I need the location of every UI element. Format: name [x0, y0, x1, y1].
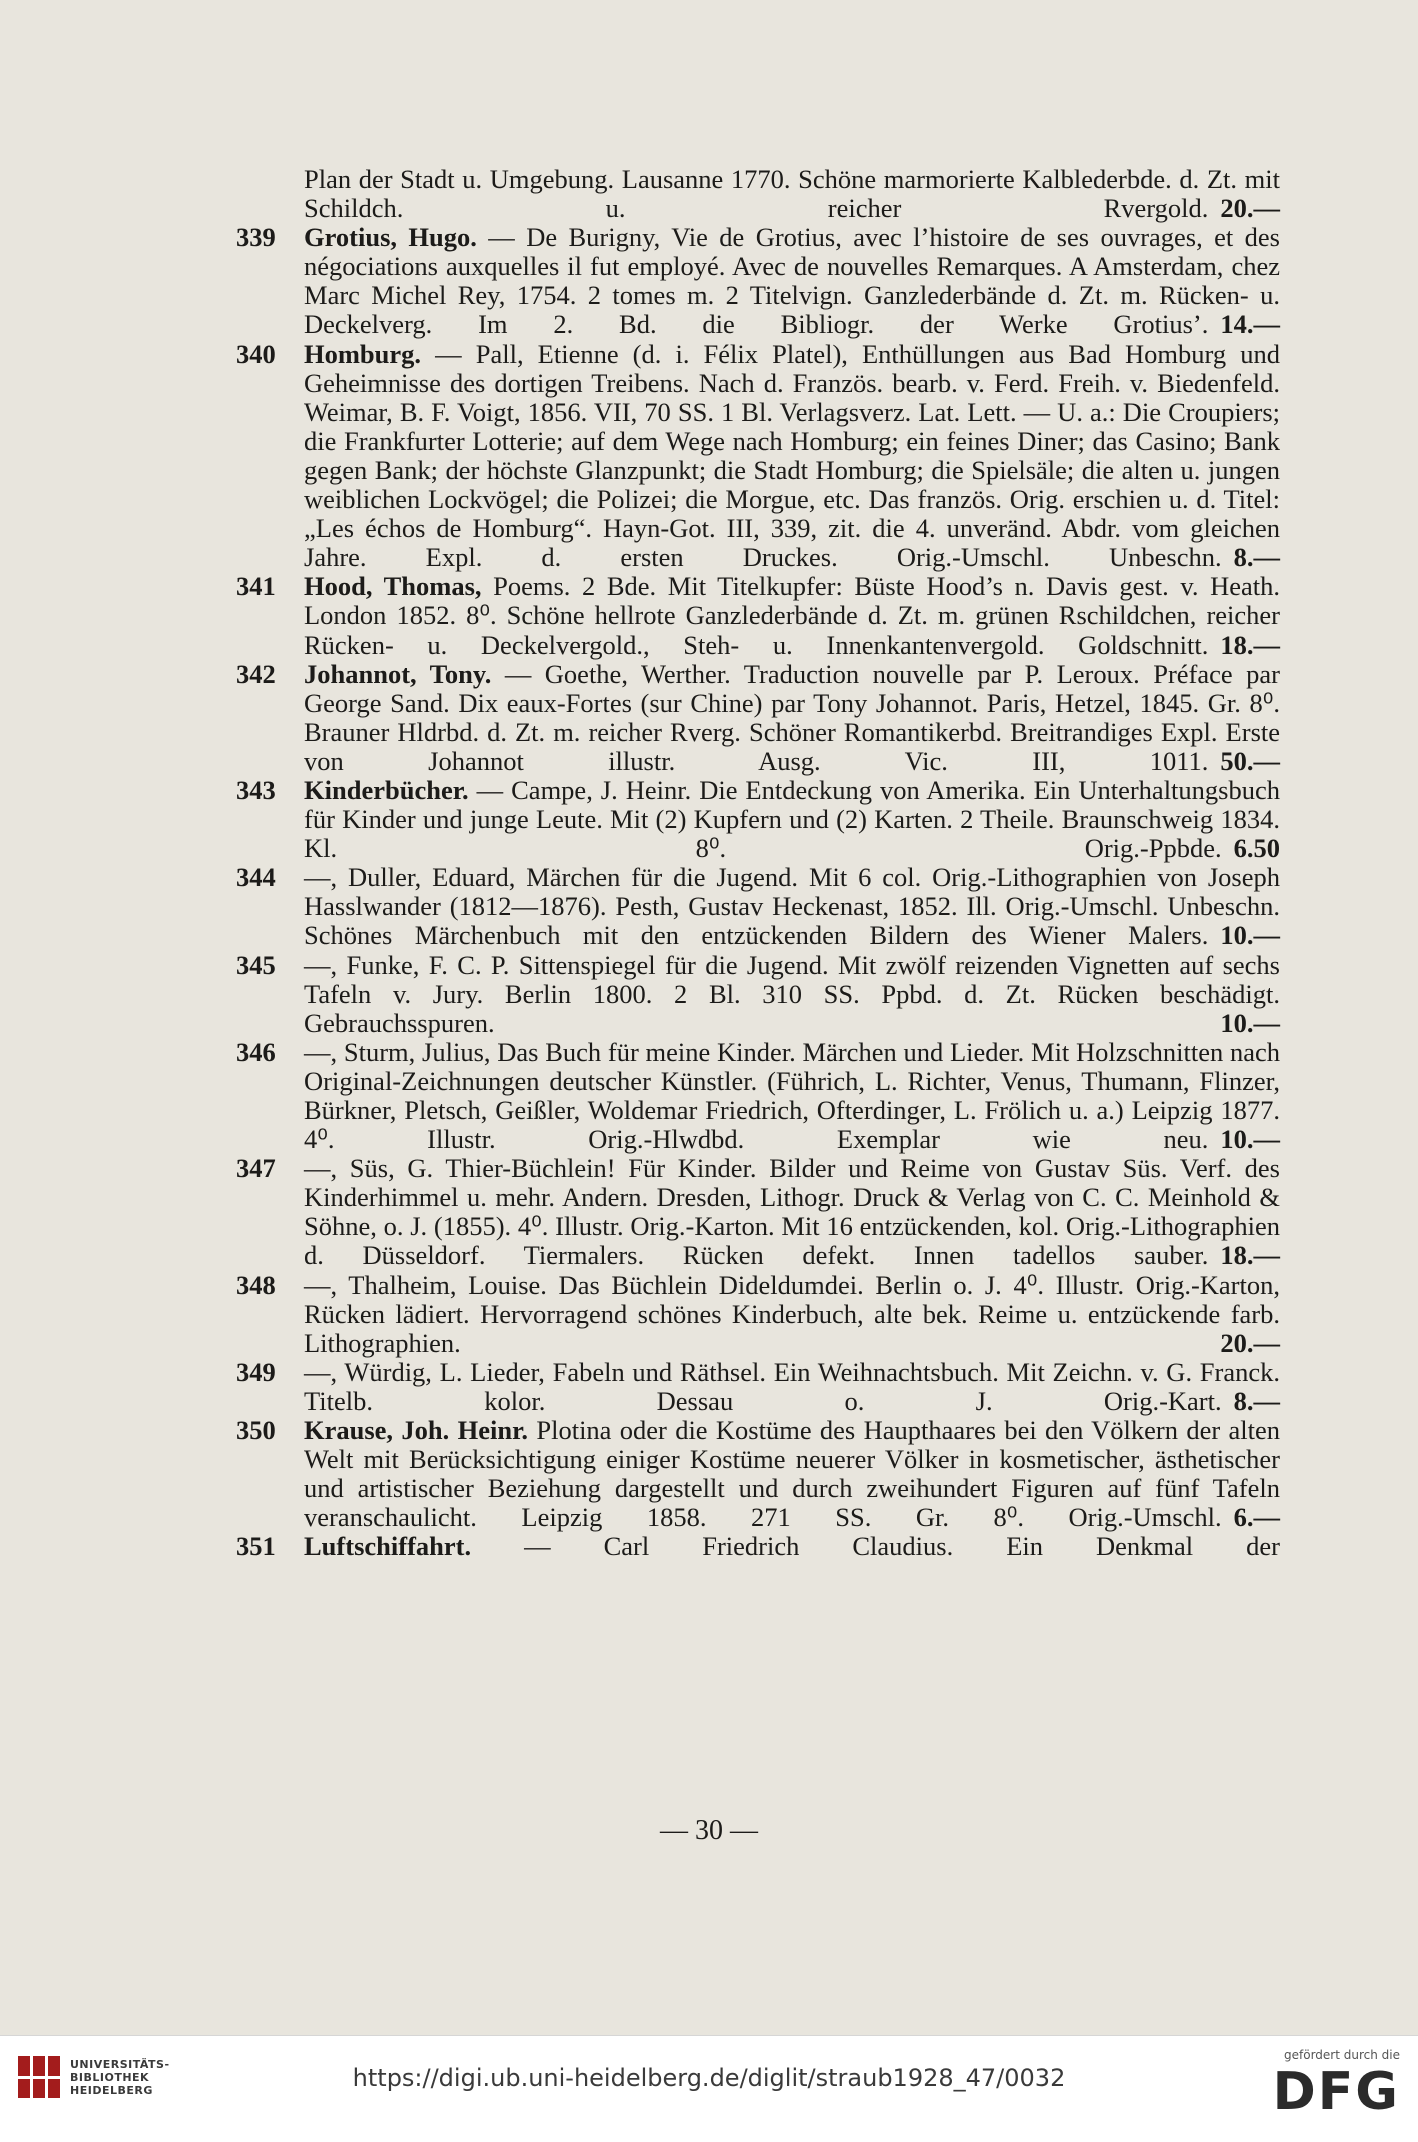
entry-text: —, Sturm, Julius, Das Buch für meine Kinder. Märchen und Lieder. Mit Holzschnitten nach Original-Zeichnungen deutscher Künstler. (Führich, L. Richter, Venus, Thumann, Flinzer, Bürkner, Pletsch, Geißler, Woldemar Friedrich, Ofterdinger, L. Frölich u. a.) Leipzig 1877. 4⁰. Illustr. Orig.-Hlwdbd. Exemplar wie neu. 10.—	[304, 1036, 1280, 1155]
library-name-line: UNIVERSITÄTS-	[70, 2057, 170, 2071]
entry-text: Luftschiffahrt. — Carl Friedrich Claudius. Ein Denkmal der	[304, 1531, 1280, 1562]
catalog-entry	[236, 658, 1280, 776]
entry-text: —, Süs, G. Thier-Büchlein! Für Kinder. Bilder und Reime von Gustav Süs. Verf. des Kinderhimmel u. mehr. Andern. Dresden, Lithogr. Druck & Verlag von C. C. Meinhold & Söhne, o. J. (1855). 4⁰. Illustr. Orig.-Karton. Mit 16 entzückenden, kol. Orig.-Lithographien d. Düsseldorf. Tiermalers. Rücken defekt. Innen tadellos sauber. 18.—	[304, 1153, 1280, 1271]
entry-price: 18.—	[1220, 1240, 1280, 1271]
entry-number: 351	[236, 1531, 276, 1562]
catalog-entry	[236, 338, 1280, 573]
entry-price: 10.—	[1220, 920, 1280, 951]
catalog-entry	[236, 1153, 1280, 1271]
entry-text: Hood, Thomas, Poems. 2 Bde. Mit Titelkupfer: Büste Hood’s n. Davis gest. v. Heath. London 1852. 8⁰. Schöne hellrote Ganzlederbände d. Zt. m. grünen Rschildchen, reicher Rücken- u. Deckelvergold., Steh- u. Innenkantenvergold. Goldschnitt. 18.—	[304, 571, 1280, 660]
viewer-footer	[0, 2035, 1418, 2142]
entry-number: 349	[236, 1356, 276, 1387]
catalog-entry	[236, 1269, 1280, 1358]
entry-number: 346	[236, 1036, 276, 1067]
entry-text: Johannot, Tony. — Goethe, Werther. Traduction nouvelle par P. Leroux. Préface par George Sand. Dix eaux-Fortes (sur Chine) par Tony Johannot. Paris, Hetzel, 1845. Gr. 8⁰. Brauner Hldrbd. d. Zt. m. reicher Rverg. Schöner Romantikerbd. Breitrandiges Expl. Erste von Johannot illustr. Ausg. Vic. III, 1011. 50.—	[304, 658, 1280, 776]
catalog-entry	[236, 1356, 1280, 1416]
catalog-entry	[236, 222, 1280, 340]
entry-number: 339	[236, 222, 276, 253]
page-number: — 30 —	[660, 1815, 758, 1846]
entry-number: 342	[236, 658, 276, 689]
entry-text: Krause, Joh. Heinr. Plotina oder die Kostüme des Haupthaares bei den Völkern der alten Welt mit Berücksichtigung einiger Kostüme neuerer Völker in kosmetischer, ästhetischer und artistischer Beziehung dargestellt und durch zweihundert Figuren auf fünf Tafeln veranschaulicht. Leipzig 1858. 271 SS. Gr. 8⁰. Orig.-Umschl. 6.—	[304, 1415, 1281, 1533]
catalog-entry	[236, 1531, 1280, 1562]
catalog-entry	[236, 571, 1280, 660]
catalog-entry	[236, 1036, 1280, 1155]
entry-price: 14.—	[1220, 309, 1280, 340]
entry-heading: Johannot, Tony.	[304, 658, 505, 689]
catalog-entry	[236, 1415, 1281, 1533]
entry-price: 8.—	[1233, 1385, 1280, 1416]
entry-price: 10.—	[1220, 1007, 1280, 1038]
catalog-entries	[236, 164, 1281, 1562]
entry-text: —, Funke, F. C. P. Sittenspiegel für die Jugend. Mit zwölf reizenden Vignetten auf sechs Tafeln v. Jury. Berlin 1800. 2 Bl. 310 SS. Ppbd. d. Zt. Rücken beschädigt. Gebrauchsspuren. 10.—	[304, 949, 1280, 1038]
entry-text: —, Duller, Eduard, Märchen für die Jugend. Mit 6 col. Orig.-Lithographien von Joseph Hasslwander (1812—1876). Pesth, Gustav Heckenast, 1852. Ill. Orig.-Umschl. Unbeschn. Schönes Märchenbuch mit den entzückenden Bildern des Wiener Malers. 10.—	[304, 862, 1280, 951]
funder-block[interactable]	[1273, 2048, 1400, 2122]
entry-text: —, Thalheim, Louise. Das Büchlein Dideldumdei. Berlin o. J. 4⁰. Illustr. Orig.-Karton, Rücken lädiert. Hervorragend schönes Kinderbuch, alte bek. Reime u. entzückende farb. Lithographien. 20.—	[304, 1269, 1280, 1358]
entry-heading: Grotius, Hugo.	[304, 222, 489, 253]
entry-number: 350	[236, 1415, 276, 1446]
entry-text: Grotius, Hugo. — De Burigny, Vie de Grotius, avec l’histoire de ses ouvrages, et des négociations auxquelles il fut employé. Avec de nouvelles Remarques. A Amsterdam, chez Marc Michel Rey, 1754. 2 tomes m. 2 Titelvign. Ganzlederbände d. Zt. m. Rücken- u. Deckelverg. Im 2. Bd. die Bibliogr. der Werke Grotius’. 14.—	[304, 222, 1280, 340]
catalog-entry	[236, 862, 1280, 951]
entry-heading: Kinderbücher.	[304, 774, 477, 805]
entry-text: Plan der Stadt u. Umgebung. Lausanne 1770. Schöne marmorierte Kalblederbde. d. Zt. mit Schildch. u. reicher Rvergold. 20.—	[304, 164, 1280, 224]
entry-number: 340	[236, 338, 276, 369]
entry-price: 6.—	[1233, 1502, 1280, 1533]
entry-number: 344	[236, 862, 276, 893]
entry-price: 20.—	[1220, 193, 1280, 224]
entry-price: 6.50	[1233, 833, 1280, 864]
entry-number: 341	[236, 571, 276, 602]
entry-text: Kinderbücher. — Campe, J. Heinr. Die Entdeckung von Amerika. Ein Unterhaltungsbuch für Kinder und junge Leute. Mit (2) Kupfern und (2) Karten. 2 Theile. Braunschweig 1834. Kl. 8⁰. Orig.-Ppbde. 6.50	[304, 774, 1280, 864]
dfg-logo: DFG	[1272, 2062, 1400, 2122]
entry-price: 8.—	[1233, 542, 1280, 573]
entry-number: 347	[236, 1153, 276, 1184]
entry-text: —, Würdig, L. Lieder, Fabeln und Räthsel. Ein Weihnachtsbuch. Mit Zeichn. v. G. Franck. Titelb. kolor. Dessau o. J. Orig.-Kart. 8.—	[304, 1356, 1280, 1416]
permalink-url[interactable]: https://digi.ub.uni-heidelberg.de/diglit/straub1928_47/0032	[352, 2064, 1066, 2092]
library-name-line: HEIDELBERG	[70, 2083, 153, 2097]
entry-price: 10.—	[1220, 1124, 1280, 1155]
catalog-entry	[236, 949, 1280, 1038]
entry-heading: Homburg.	[304, 338, 436, 369]
entry-price: 50.—	[1220, 745, 1280, 776]
entry-price: 18.—	[1220, 629, 1280, 660]
funding-note: gefördert durch die	[1284, 2048, 1400, 2062]
entry-text: Homburg. — Pall, Etienne (d. i. Félix Platel), Enthüllungen aus Bad Homburg und Geheimnisse des dortigen Treibens. Nach d. Französ. bearb. v. Ferd. Freih. v. Biedenfeld. Weimar, B. F. Voigt, 1856. VII, 70 SS. 1 Bl. Verlagsverz. Lat. Lett. — U. a.: Die Croupiers; die Frankfurter Lotterie; auf dem Wege nach Homburg; ein feines Diner; das Casino; Bank gegen Bank; der höchste Glanzpunkt; die Stadt Homburg; die Spielsäle; die alten u. jungen weiblichen Lockvögel; die Polizei; die Morgue, etc. Das französ. Orig. erschien u. d. Titel: „Les échos de Homburg“. Hayn-Got. III, 339, zit. die 4. unveränd. Abdr. vom gleichen Jahre. Expl. d. ersten Druckes. Orig.-Umschl. Unbeschn. 8.—	[304, 338, 1280, 573]
library-name-line: BIBLIOTHEK	[70, 2070, 150, 2084]
entry-number: 345	[236, 949, 276, 980]
entry-number: 343	[236, 774, 276, 805]
catalog-entry	[262, 165, 1280, 223]
entry-heading: Luftschiffahrt.	[304, 1531, 525, 1562]
catalog-entry	[236, 774, 1280, 864]
entry-heading: Krause, Joh. Heinr.	[304, 1415, 537, 1446]
entry-price: 20.—	[1220, 1327, 1280, 1358]
entry-number: 348	[236, 1269, 276, 1300]
entry-heading: Hood, Thomas,	[304, 571, 494, 602]
